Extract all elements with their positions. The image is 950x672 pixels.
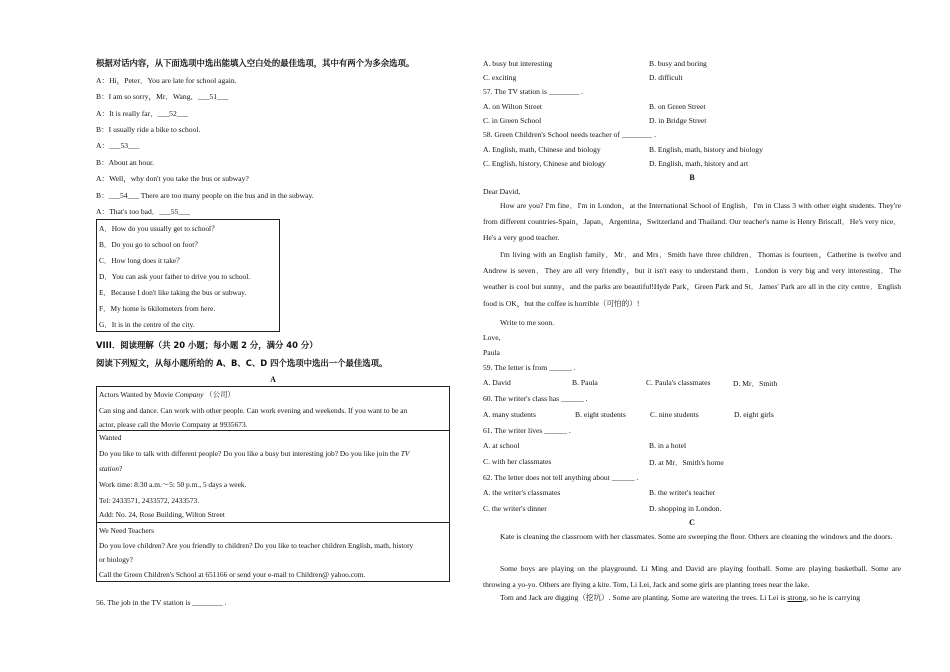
letter-paragraph: How are you? I'm fine．I'm in London，at the International School of English．I'm in Class 3 with other eight students. They're from different countries-Spain，Japan，Argentina，Switzerland and Thailand. Our teacher's name is Henry Briscall．He's very nice．He's a very good teacher. bbox=[483, 201, 901, 243]
option: C. Paula's classmates bbox=[646, 378, 711, 387]
ad-wanted-body: station? bbox=[99, 464, 123, 473]
letter-closing: Love, bbox=[483, 333, 501, 342]
dialogue-line: A：Well，why don't you take the bus or subway? bbox=[96, 174, 249, 183]
passage-b-label: B bbox=[689, 173, 695, 182]
choice-item: D．You can ask your father to drive you to school. bbox=[99, 272, 251, 281]
option: A. English, math, Chinese and biology bbox=[483, 145, 601, 154]
letter-greeting: Dear David, bbox=[483, 187, 521, 196]
question-56: 56. The job in the TV station is ________ . bbox=[96, 598, 227, 607]
option: C. the writer's dinner bbox=[483, 504, 547, 513]
passage-a-label: A bbox=[270, 375, 276, 384]
option: D. in Bridge Street bbox=[649, 116, 707, 125]
dialogue-line: A：Hi，Peter．You are late for school again. bbox=[96, 76, 237, 85]
option: B. in a hotel bbox=[649, 441, 687, 450]
option: D. Mr．Smith bbox=[733, 379, 778, 388]
choice-item: G．It is in the centre of the city. bbox=[99, 320, 195, 329]
option: A. on Wilton Street bbox=[483, 102, 543, 111]
dialogue-line: A：That's too bad．___55___ bbox=[96, 207, 190, 216]
passage-c-label: C bbox=[689, 518, 695, 527]
dialogue-heading: 根据对话内容，从下面选项中选出能填入空白处的最佳选项，其中有两个为多余选项。 bbox=[96, 58, 415, 68]
choice-item: B．Do you go to school on foot？ bbox=[99, 240, 202, 249]
option: D. at Mr．Smith's home bbox=[649, 458, 724, 467]
section-instruction: 阅读下列短文，从每小题所给的 A、B、C、D 四个选项中选出一个最佳选项。 bbox=[96, 358, 388, 368]
ads-table bbox=[96, 386, 450, 582]
option: A. busy but interesting bbox=[483, 59, 553, 68]
question-62: 62. The letter does not tell anything about ______ . bbox=[483, 473, 639, 482]
ad-wanted-address: Add: No. 24, Rose Building, Wilton Street bbox=[99, 510, 225, 519]
option: C. nine students bbox=[650, 410, 699, 419]
ad-teachers-contact: Call the Green Children's School at 651166 or send your e-mail to Children@ yahoo.com. bbox=[99, 570, 366, 579]
ad-wanted-tel: Tel: 2433571, 2433572, 2433573. bbox=[99, 496, 200, 505]
option: C. English, history, Chinese and biology bbox=[483, 159, 606, 168]
option: B. on Green Street bbox=[649, 102, 706, 111]
question-60: 60. The writer's class has ______ . bbox=[483, 394, 588, 403]
ad-teachers-title: We Need Teachers bbox=[99, 526, 154, 535]
option: A. many students bbox=[483, 410, 536, 419]
option: C. with her classmates bbox=[483, 457, 552, 466]
question-57: 57. The TV station is ________ . bbox=[483, 87, 583, 96]
ad-wanted-title: Wanted bbox=[99, 433, 122, 442]
dialogue-line: B：About an hour. bbox=[96, 158, 155, 167]
letter-signature: Paula bbox=[483, 348, 500, 357]
choices-box bbox=[96, 219, 280, 332]
ad-teachers-body: Do you love children? Are you friendly to children? Do you like to teacher children English, math, history bbox=[99, 541, 414, 550]
ad-wanted bbox=[97, 430, 449, 523]
passage-c-paragraph: Some boys are playing on the playground. Li Ming and David are playing football. Some are playing basketball. Some are throwing a yo-yo. Others are flying a kite. Tom, Li Lei, Jack and some girls are planting trees near the lake. bbox=[483, 564, 901, 590]
choice-item: C．How long does it take？ bbox=[99, 256, 184, 265]
choice-item: F．My home is 6kilometers from here. bbox=[99, 304, 216, 313]
question-58: 58. Green Children's School needs teacher of ________ . bbox=[483, 130, 657, 139]
choice-item: A．How do you usually get to school？ bbox=[99, 224, 219, 233]
ad-actors-body: actor, please call the Movie Company at 9935673. bbox=[99, 420, 248, 429]
ad-actors-title: Actors Wanted by Movie Company （公司） bbox=[99, 390, 235, 399]
passage-c-paragraph: Kate is cleaning the classroom with her classmates. Some are sweeping the floor. Others are cleaning the windows and the doors. bbox=[500, 532, 893, 541]
option: A. the writer's classmates bbox=[483, 488, 561, 497]
ad-actors bbox=[97, 387, 449, 431]
question-61: 61. The writer lives ______ . bbox=[483, 426, 571, 435]
letter-paragraph: Write to me soon. bbox=[500, 318, 555, 327]
dialogue-line: B：I usually ride a bike to school. bbox=[96, 125, 201, 134]
option: C. exciting bbox=[483, 73, 517, 82]
passage-c-paragraph: Tom and Jack are digging（挖坑）. Some are planting. Some are watering the trees. Li Lei is strong, so he is carrying bbox=[500, 593, 861, 602]
option: B. the writer's teacher bbox=[649, 488, 716, 497]
ad-teachers-body: or biology? bbox=[99, 555, 133, 564]
ad-actors-body: Can sing and dance. Can work with other people. Can work evening and weekends. If you want to be an bbox=[99, 406, 408, 415]
ad-wanted-hours: Work time: 8:30 a.m.～5: 50 p.m., 5 days a week. bbox=[99, 480, 247, 489]
dialogue-line: A：___53___ bbox=[96, 141, 140, 150]
dialogue-line: B：I am so sorry，Mr．Wang．___51___ bbox=[96, 92, 229, 101]
ad-wanted-body: Do you like to talk with different people? Do you like a busy but interesting job? Do you like join the TV bbox=[99, 449, 410, 458]
option: A. David bbox=[483, 378, 511, 387]
option: D. difficult bbox=[649, 73, 683, 82]
option: B. eight students bbox=[575, 410, 626, 419]
underlined-word: strong bbox=[787, 593, 807, 602]
option: D. English, math, history and art bbox=[649, 159, 749, 168]
choice-item: E．Because I don't like taking the bus or subway. bbox=[99, 288, 247, 297]
option: B. busy and boring bbox=[649, 59, 707, 68]
option: D. eight girls bbox=[734, 410, 774, 419]
section-title: VIII．阅读理解（共 20 小题；每小题 2 分，满分 40 分） bbox=[96, 340, 318, 350]
ad-teachers bbox=[97, 522, 449, 581]
option: B. Paula bbox=[572, 378, 598, 387]
question-59: 59. The letter is from ______ . bbox=[483, 363, 576, 372]
dialogue-line: A：It is really far．___52___ bbox=[96, 109, 189, 118]
option: C. in Green School bbox=[483, 116, 542, 125]
option: B. English, math, history and biology bbox=[649, 145, 763, 154]
option: D. shopping in London. bbox=[649, 504, 722, 513]
letter-paragraph: I'm living with an English family．Mr．and Mrs．Smith have three children．Thomas is fourteen，Catherine is twelve and Andrew is seven．They are all very friendly，but it isn't easy to understand them．London is very big and very interesting．The weather is cool but sunny，and the parks are beautiful!Hyde Park，Green Park and St．James' Park are all in the city centre．English food is OK，but the coffee is horrible（可怕的）! bbox=[483, 250, 901, 308]
option: A. at school bbox=[483, 441, 520, 450]
dialogue-line: B：___54___ There are too many people on the bus and in the subway. bbox=[96, 191, 314, 200]
